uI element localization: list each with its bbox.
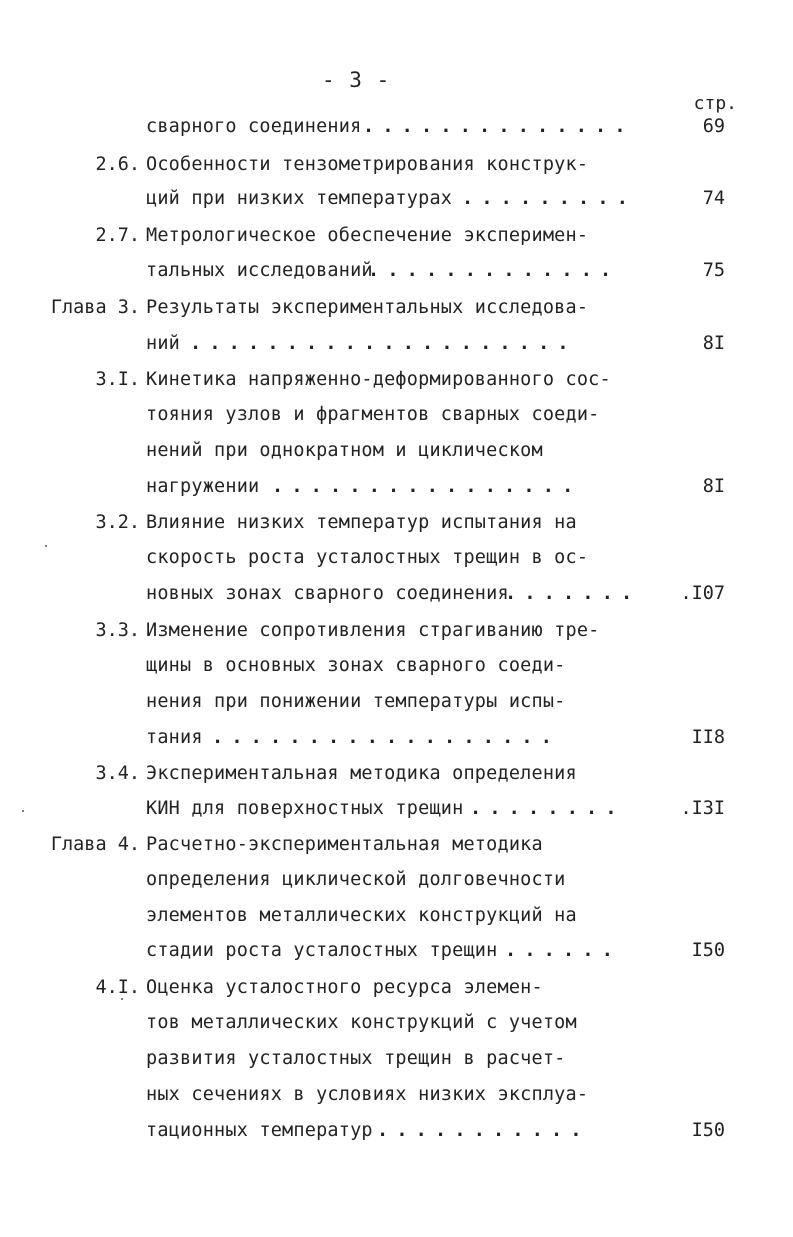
entry-line: ций при низких температурах [146, 188, 453, 209]
entry-line: ных сечениях в условиях низких эксплуа- [146, 1084, 589, 1105]
entry-line: КИН для поверхностных трещин [146, 798, 464, 819]
leader-dots: ...... [505, 940, 622, 961]
entry-line: развития усталостных трещин в расчет- [146, 1048, 566, 1069]
entry-line: элементов металлических конструкций на [146, 905, 577, 926]
entry-line: Метрологическое обеспечение эксперимен- [146, 225, 589, 246]
entry-line: Влияние низких температур испытания на [146, 512, 577, 533]
entry-line: нагружении [146, 476, 260, 497]
entry-line: Оценка усталостного ресурса элемен- [146, 977, 543, 998]
entry-line: стадии роста усталостных трещин [146, 940, 498, 961]
entry-line: Результаты экспериментальных исследова- [146, 297, 589, 318]
entry-line: Расчетно-экспериментальная методика [146, 834, 543, 855]
entry-line: новных зонах сварного соединения [146, 583, 509, 604]
entry-number: 2.6. [95, 154, 140, 175]
entry-line: Кинетика напряженно-деформированного сос- [146, 369, 611, 390]
entry-line: определения циклической долговечности [146, 869, 566, 890]
entry-page: 8I [702, 333, 725, 354]
entry-line: тояния узлов и фрагментов сварных соеди- [146, 404, 600, 425]
entry-line: сварного соединения [146, 116, 362, 137]
entry-page: 74 [702, 188, 725, 209]
entry-number: 4.I. [95, 977, 140, 998]
leader-dots: ........ [470, 798, 625, 819]
entry-number: 3.2. [95, 512, 140, 533]
leader-dots: ........... [377, 1120, 590, 1141]
scan-speck [22, 810, 24, 812]
entry-line: нения при понижении температуры испы- [146, 691, 566, 712]
entry-line: тационных температур [146, 1120, 373, 1141]
entry-line: нений при однократном и циклическом [146, 440, 543, 461]
scan-speck [45, 545, 47, 547]
entry-line: тания [146, 727, 203, 748]
entry-page: .I3I [680, 798, 725, 819]
leader-dots: ................ [272, 476, 582, 497]
entry-number: 3.4. [95, 763, 140, 784]
chapter-number: Глава 4. [50, 834, 140, 855]
leader-dots: ............. [368, 260, 620, 281]
entry-page: .I07 [680, 583, 725, 604]
chapter-number: Глава 3. [50, 297, 140, 318]
leader-dots: ......... [462, 188, 637, 209]
entry-number: 2.7. [95, 225, 140, 246]
leader-dots: .............. [363, 116, 634, 137]
entry-line: тальных исследований [146, 260, 373, 281]
scan-speck [121, 998, 123, 1000]
entry-page: I50 [691, 1120, 725, 1141]
entry-page: I50 [691, 940, 725, 961]
entry-page: 69 [702, 116, 725, 137]
entry-page: II8 [691, 727, 725, 748]
entry-number: 3.3. [95, 620, 140, 641]
entry-line: скорость роста усталостных трещин в ос- [146, 547, 589, 568]
page-number: - 3 - [322, 68, 391, 92]
leader-dots: .................. [212, 727, 561, 748]
entry-page: 75 [702, 260, 725, 281]
leader-dots: ....... [505, 583, 641, 604]
entry-line: Особенности тензометрирования конструк- [146, 154, 589, 175]
page-column-header: стр. [693, 93, 737, 114]
entry-number: 3.I. [95, 369, 140, 390]
leader-dots: .................... [190, 333, 577, 354]
entry-line: Изменение сопротивления страгиванию тре- [146, 620, 600, 641]
entry-line: щины в основных зонах сварного соеди- [146, 655, 566, 676]
entry-line: тов металлических конструкций с учетом [146, 1012, 577, 1033]
entry-line: Экспериментальная методика определения [146, 763, 577, 784]
entry-page: 8I [702, 476, 725, 497]
entry-line: ний [146, 333, 181, 354]
